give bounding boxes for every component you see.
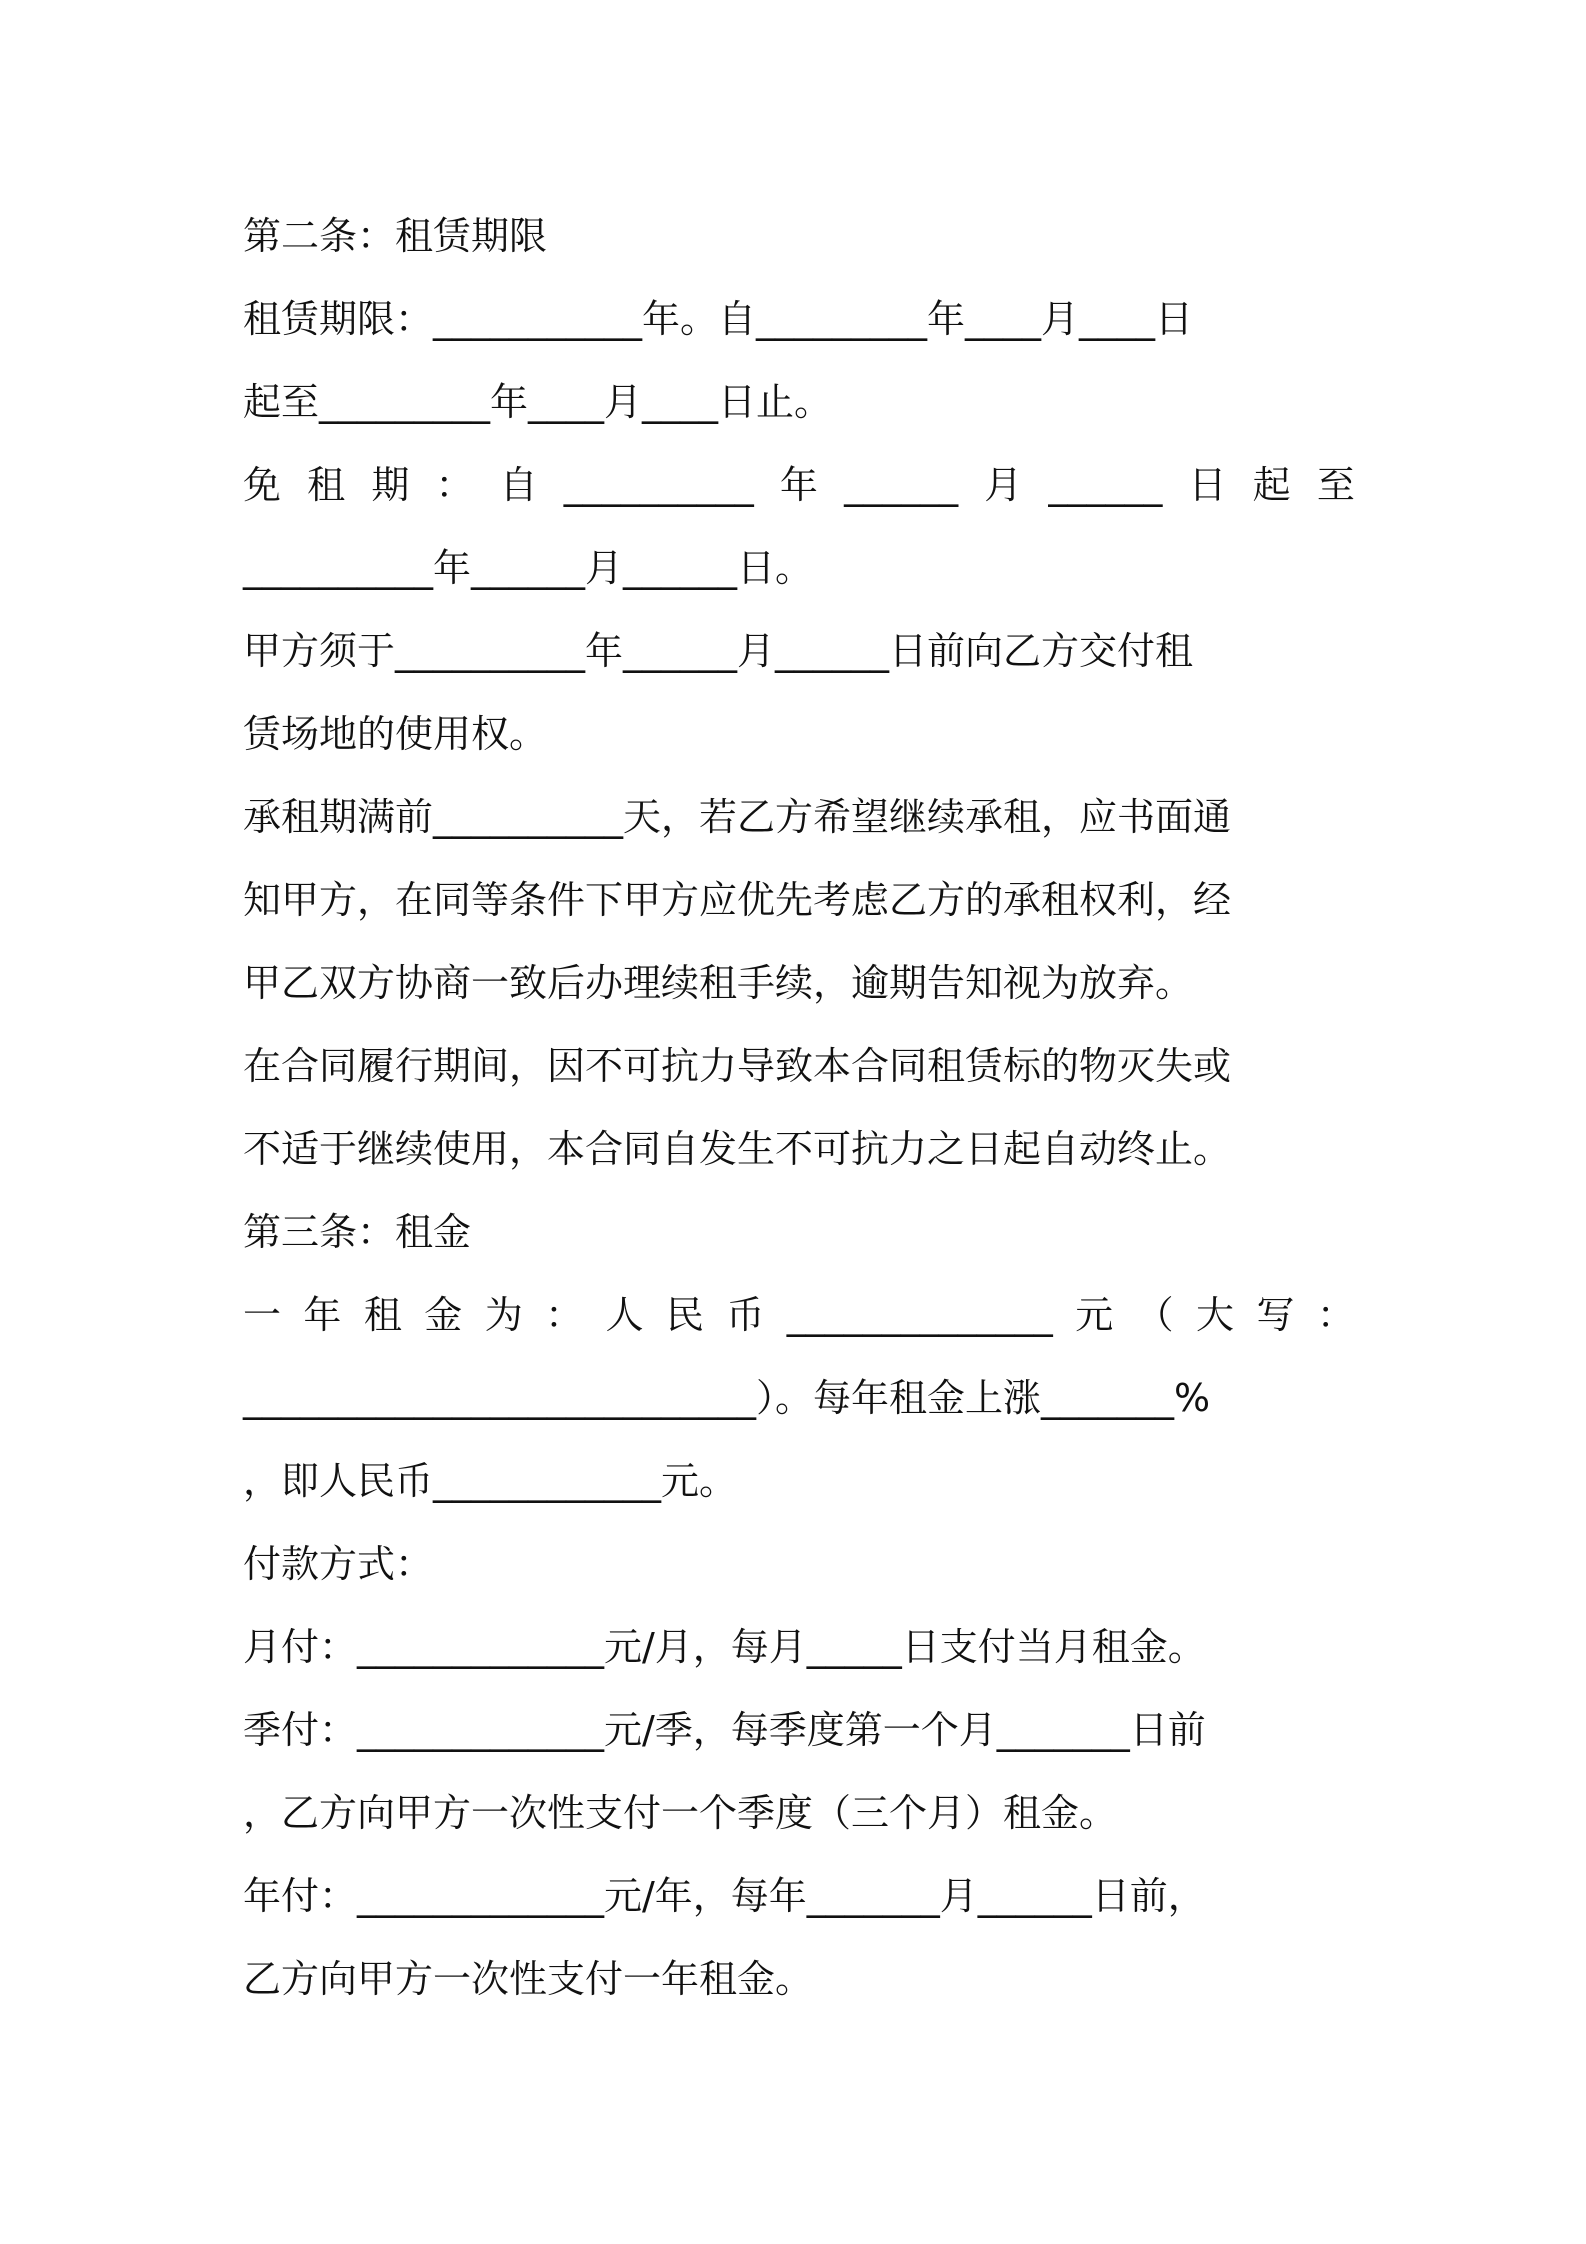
quarterly-payment-line: 季付：_____________元/季，每季度第一个月_______日前	[243, 1708, 1206, 1752]
rent-free-period-line-end: __________年______月______日。	[243, 546, 814, 590]
renewal-paragraph-line: 知甲方，在同等条件下甲方应优先考虑乙方的承租权利，经	[243, 878, 1232, 922]
force-majeure-paragraph-line: 不适于继续使用，本合同自发生不可抗力之日起自动终止。	[243, 1127, 1232, 1171]
lease-term-line: 租赁期限：___________年。自_________年____月____日	[243, 297, 1194, 341]
lease-term-line-end: 起至_________年____月____日止。	[243, 380, 833, 424]
rent-free-period-line: 免 租 期 ： 自 __________ 年 ______ 月 ______ 日 起 至	[243, 463, 1355, 507]
renewal-paragraph-line: 甲乙双方协商一致后办理续租手续，逾期告知视为放弃。	[243, 961, 1194, 1005]
annual-rent-line-cont: ___________________________）。每年租金上涨_______%	[243, 1376, 1211, 1420]
monthly-payment-line: 月付：_____________元/月，每月_____日支付当月租金。	[243, 1625, 1206, 1669]
article-3-heading: 第三条：租金	[243, 1210, 472, 1254]
annual-payment-line: 年付：_____________元/年，每年_______月______日前，	[243, 1874, 1206, 1918]
annual-payment-line-end: 乙方向甲方一次性支付一年租金。	[243, 1957, 814, 2001]
handover-line: 甲方须于__________年______月______日前向乙方交付租	[243, 629, 1194, 673]
payment-method-heading: 付款方式：	[243, 1542, 434, 1586]
renewal-paragraph-line: 承租期满前__________天，若乙方希望继续承租，应书面通	[243, 795, 1232, 839]
force-majeure-paragraph-line: 在合同履行期间，因不可抗力导致本合同租赁标的物灭失或	[243, 1044, 1232, 1088]
annual-rent-line: 一 年 租 金 为 ： 人 民 币 ______________ 元 （ 大 写 ：	[243, 1293, 1355, 1337]
annual-rent-line-end: ，即人民币____________元。	[243, 1459, 738, 1503]
article-2-heading: 第二条：租赁期限	[243, 214, 548, 258]
document-page	[243, 195, 1355, 2021]
handover-line-end: 赁场地的使用权。	[243, 712, 548, 756]
quarterly-payment-line-end: ，乙方向甲方一次性支付一个季度（三个月）租金。	[243, 1791, 1118, 1835]
